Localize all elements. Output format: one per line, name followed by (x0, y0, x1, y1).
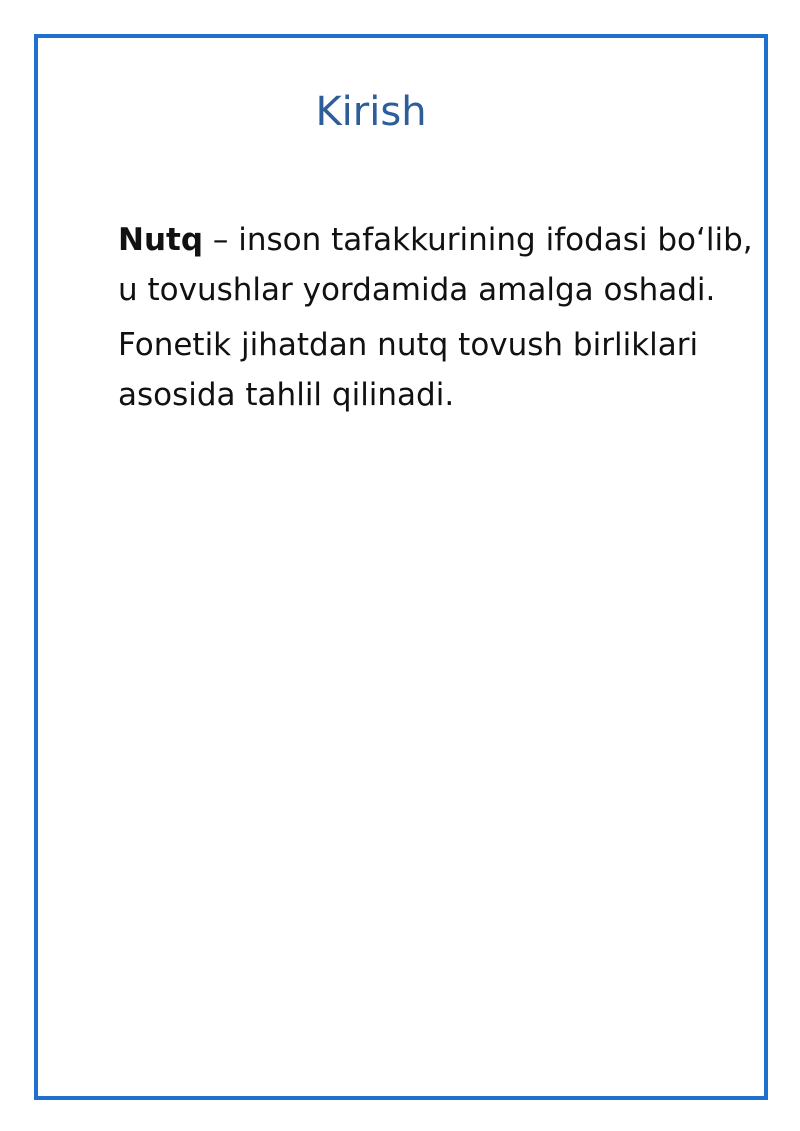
paragraph-phonetic: Fonetik jihatdan nutq tovush birliklari asosida tahlil qilinadi. (118, 327, 699, 413)
page-frame (34, 34, 768, 1100)
page-title: Kirish (315, 89, 427, 135)
paragraph-definition (118, 216, 758, 315)
definition-text: – inson tafakkurining ifodasi bo‘lib, u tovushlar yordamida amalga oshadi. (118, 222, 753, 308)
document-body (118, 216, 758, 426)
term-nutq: Nutq (118, 222, 204, 258)
